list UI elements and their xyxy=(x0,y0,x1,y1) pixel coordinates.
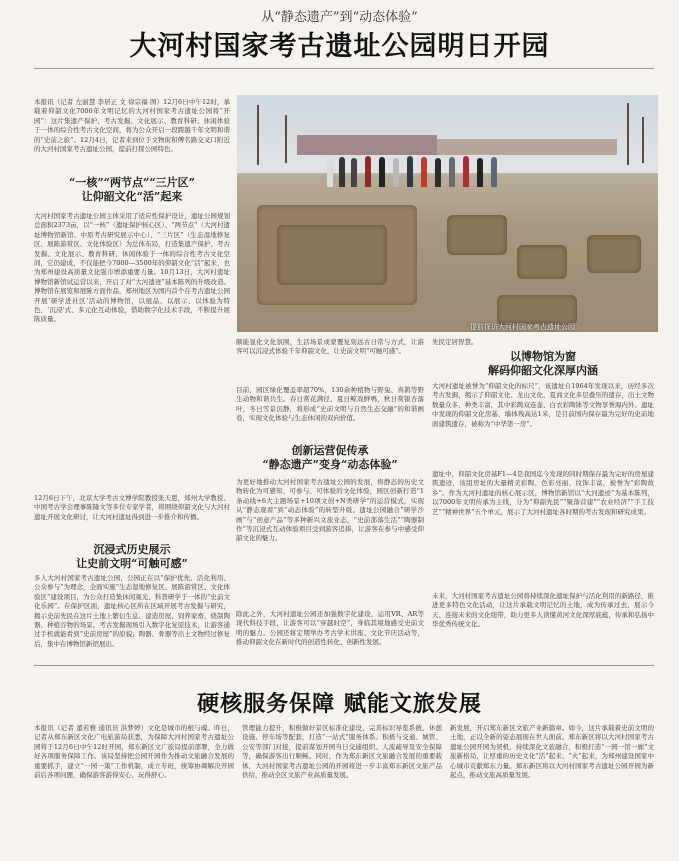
paragraph-9: 大河村遗址被誉为“仰韶文化的标尺”，该遗址自1964年发现以来，历经多次考古发掘，揭示了仰韶文化、龙山文化、夏商文化多层叠压的遗存，出土文物数量众多、种类丰富，其中彩陶双连壶、白衣彩陶钵等文物享誉海内外。遗址中发现的仰韶文化房基，墙体残高达1米，是目前国内保存最为完好的史前地面建筑遗存，被称为“中华第一房”。 xyxy=(432,382,654,428)
subheading-1-line2: 让仰韶文化“活”起来 xyxy=(81,190,183,203)
paragraph-11: 未来，大河村国家考古遗址公园将持续深化遗址保护与活化利用的新路径，推进更多特色文化活动，让这片承载文明记忆的土地，成为传承过去、展示今天、连接未来的文化纽带，助力更多人读懂黄河文化深厚底蕴，传承和弘扬中华优秀传统文化。 xyxy=(432,592,654,629)
paragraph-2: 12月6日下午，北京大学考古文博学院教授张天恩，郑州大学教授、中国考古学会理事陈隆文等多位专家学者，将围绕仰韶文化与大河村遗址开展文化研讨，让大河村遗址得到进一步推介和传播。 xyxy=(34,494,230,521)
photo-caption: 提前探访大河村国家考古遗址公园 xyxy=(470,323,575,331)
article-headline: 大河村国家考古遗址公园明日开园 xyxy=(129,31,550,62)
subheading-4-line1: 以博物馆为窗 xyxy=(510,350,576,363)
article2-col1: 本报讯（记者 董若雅 通讯员 洪梦婷）文化是城市的根与魂。昨日，记者从郑东新区文化广电旅游局获悉，为保障大河村国家考古遗址公园将于12月6日中午12时开园，郑东新区文广旅局提前部署，全力做好各项服务保障工作。该局坚持把公园开园作为推动文旅融合发展的重要抓手，建立“一园一策”工作机制，成立专班，统筹协调解决开园前后各项问题，确保游客游得安心、玩得舒心。 xyxy=(34,724,234,780)
headline-rule xyxy=(34,68,654,69)
article2-col3: 新发展，开启郑东新区文旅产业新篇章。如今，这片承载着史前文明的土地，正以全新的姿态展现在世人面前。郑东新区将以大河村国家考古遗址公园开园为契机，持续深化文旅融合，积极打造“一园一馆一廊”文旅新格局，让厚重的历史文化“活”起来、“火”起来，为郑州建设国家中心城市贡献郑东力量。郑东新区将以大河村国家考古遗址公园开园为新起点，推动文旅高质量发展。 xyxy=(450,724,654,780)
paragraph-6: 为更好地推动大河村国家考古遗址公园的发展，将静态的历史文物转化为可感知、可参与、可体验的文化体验，园区创新打造“1条动线+6大主题场景+10项文创+N类研学”的运营模式，实现从“静态观看”到“动态体验”的转型升级。遗址公园融合“研学沙画”与“创意产品”等多种新兴文旅业态，“史前部落生活”“陶器制作”等沉浸式互动体验项目受到游客追捧，让游客在参与中感受仰韶文化的魅力。 xyxy=(236,478,424,543)
subheading-2-line1: 沉浸式历史展示 xyxy=(93,543,171,556)
subheading-3-line2: “静态遗产”变身“动态体验” xyxy=(262,458,398,471)
article2-col2: 管理能力提升，积极做好景区标准化建设，完善标识导览系统、休憩设施、停车场等配套，打造“一站式”服务体系。积极与交通、城管、公安等部门对接，提前谋划开园当日交通组织、人流疏导及安全保障等，确保游客出行顺畅。同时，作为郑东新区文旅融合发展的重要载体，大河村国家考古遗址公园的开园将进一步丰富郑东新区文旅产品供给，推动全区文旅产业高质量发展。 xyxy=(242,724,442,780)
article-lead: 本报讯（记者 左丽慧 李居正 文 徐宗福 图）12月6日中午12时，承载着仰韶文化7000年文明记忆的大河村国家考古遗址公园将“开园”：这片集遗产保护、考古发掘、文化展示、教育科研、休闲体验于一体的综合性考古文化空间，将为公众开启一段跨越千年文明和谐的“史前之旅”。12月4日，记者来到位于文物街和傅名路交叉口附近的大河村国家考古遗址公园，提前打探公园特色。 xyxy=(34,98,230,154)
subheading-2 xyxy=(34,543,230,571)
subheading-2-line2: 让史前文明“可触可感” xyxy=(76,557,188,570)
paragraph-10: 遗址中，仰韶文化房基F1—4是我国迄今发现的同时期保存最为完好的房屋建筑遗迹，该组房址的大量精美彩陶、色彩亮丽、纹饰丰富，被誉为“彩陶故乡”。作为大河村遗址的核心展示区，博物馆新馆以“大河遗迹”为基本陈列，以7000年文明传承为主线，分为“仰韶先民”“聚落营建”“农业经济”“手工技艺”“精神世界”五个单元，展示了大河村遗址各时期的考古发现和研究成果。 xyxy=(432,470,654,516)
article2-headline: 硬核服务保障 赋能文旅发展 xyxy=(197,691,482,717)
paragraph-7: 除此之外，大河村遗址公园还加强数字化建设，运用VR、AR等现代科技手段，让游客可以“穿越时空”，身临其境地感受史前文明的魅力。公园还将定期举办考古学术讲座、文化节庆活动等，推动仰韶文化在新时代的创造性转化、创新性发展。 xyxy=(236,610,424,647)
subheading-1 xyxy=(34,176,230,204)
article-kicker: 从“静态遗产”到“动态体验” xyxy=(261,10,418,25)
subheading-1-line1: “一核”“两节点”“三片区” xyxy=(69,176,195,189)
section-divider xyxy=(34,665,654,666)
excavation-site-photo xyxy=(237,95,658,332)
paragraph-1: 大河村国家考古遗址公园主体采用了适应性保护设计，遗址公园规划总面积2373亩，以“一核”（遗址保护核心区）、“两节点”（大河村遗址博物馆新馆、中原考古研究展示中心）、“三片区”（生态湿地修复区、展陈游赏区、文化体验区）为总体布局，打造集遗产保护、考古发掘、文化展示、教育科研、休闲体验于一体的综合性考古文化空间，它仍建成，不仅能把今7000—3500年的仰韶文化“活”起来，也为郑州建设高质量文化强市增添重要力量。10月13日，大河村遗址博物馆新馆试运营以来，开启了对“大河遗迹”基本陈列的升级改造。博物馆在展览和展陈方面作品，郑州地区为国内首个在考古遗址公园开展‘研学进社区’活动的博物馆，以展品、以展示、以体验为特色，‘沉浸’式、多元化互动体验，借助数字化技术手段，不断提升展陈质量。 xyxy=(34,212,230,324)
subheading-3 xyxy=(236,444,424,472)
subheading-3-line1: 创新运营促传承 xyxy=(291,444,369,457)
paragraph-5: 目前，园区绿化覆盖率超70%，130余种植物与野兔、喜鹊等野生动物和谐共生。春日赏花满径，夏日鲸戏鲜鸭，秋日赏银杏落叶，冬日雪景沉静，将形成“史前文明与自然生态交融”的和谐画卷，实现文化体验与生态休闲的双向价值。 xyxy=(236,386,424,423)
paragraph-3: 多人大河村国家考古遗址公园，公园正在以“保护优先、活化利用、公众参与”为理念，全面实施“生态湿地修复区、展陈游赏区、文化体验区”建设项目，为公众打造集休闲观光、科普研学于一体的“史前文化乐园”。在保护区面，遗址核心区所在区域开展考古发掘与研究，揭示史前先民在这片土地上繁衍生息、建造房屋、饲养家畜、烧制陶器、种植谷物的场景。考古发掘现场引入数字化复原技术，让游客通过手机就能看到“史前房屋”的原貌；陶器、骨器等出土文物经过修复后，集中在博物馆新馆展出。 xyxy=(34,574,230,648)
paragraph-8: 先民定居智慧。 xyxy=(432,338,478,346)
subheading-4-line2: 解码仰韶文化深厚内涵 xyxy=(488,364,598,377)
subheading-4 xyxy=(432,350,654,378)
paragraph-4: 颇能显化文化氛围，生活场景或蒙覆复刻远古日常与方式，让游客可以沉浸式体验千年仰韶文化，让史前文明“可触可感”。 xyxy=(236,338,424,356)
